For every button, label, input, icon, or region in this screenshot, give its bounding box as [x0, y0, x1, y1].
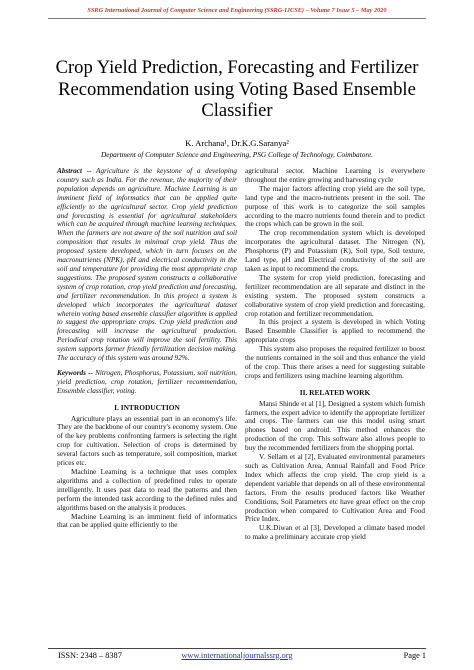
affiliation: Department of Computer Science and Engineering, PSG College of Technology, Coimbatore. [100, 150, 374, 159]
keywords [57, 369, 237, 396]
section-heading-introduction: I. INTRODUCTION [114, 402, 180, 412]
keywords-label: Keywords -- [57, 368, 93, 377]
right-column [245, 167, 425, 542]
body-paragraph: This system also proposes the required fertilizer to boost the nutrients contained in the soil and thus enhance the yield of the crop. Thus there arises a need for suggesting suitable crops and fertilizers using machine learning algorithm. [245, 345, 425, 380]
footer-rule [48, 648, 426, 649]
abstract-label: Abstract -- [57, 167, 92, 175]
intro-paragraph: Agriculture plays an essential part in an economy's life. They are the backbone of our country's economy system. One of the key problems confronting farmers is selecting the right crop for cultivation. Selection of crops is determined by several factors such as temperature, soil composition, market prices etc. [57, 414, 237, 468]
related-work-paragraph: U.K.Diwan et al [3], Developed a climate based model to make a preliminary accurate crop yield [245, 524, 425, 542]
issn: ISSN: 2348 – 8387 [58, 651, 122, 660]
body-paragraph: agricultural sector. Machine Learning is everywhere throughout the entire growing and harvesting cycle [245, 167, 425, 184]
related-work-paragraph: Mansi Shinde et al [1], Designed a system which furnish farmers, the expert advice to identify the appropriate fertilizer and crops. The farmers can use this model using smart phones based on android. This method enhances the production of the crop. This software also allows people to buy the recommended fertilizers from the shopping portal. [245, 399, 425, 453]
left-column [57, 167, 237, 530]
body-paragraph: In this project a system is developed in which Voting Based Ensemble Classifier is applied to recommend the appropriate crops [245, 318, 425, 345]
page-footer [48, 651, 426, 663]
intro-paragraph: Machine Learning is a technique that uses complex algorithms and a collection of predefined rules to operate intelligently. It uses past data to read the patterns and then perform the intended task according to the defined rules and algorithms based on the analysis it produces. [57, 468, 237, 512]
journal-url-link[interactable]: www.internationaljournalssrg.org [181, 651, 293, 660]
keywords-text: Nitrogen, Phosphorus, Potassium, soil nutrition, yield prediction, crop rotation, fertilizer recommendation, Ensemble classifier, voting. [57, 368, 237, 395]
body-paragraph: The crop recommendation system which is developed incorporates the agricultural dataset. The Nitrogen (N), Phosphorus (P) and Potassium (K), Soil type, Soil texture, Land type, pH and Electrical conductivity of the soil are taken as input to recommend the crops. [245, 229, 425, 273]
related-work-paragraph: V. Sellam et al [2], Evaluated environmental parameters such as Cultivation Area, Annual Rainfall and Food Price Index which affects the crop yield. The crop yield is a dependent variable that depends on all of these environmental factors. From the results produced factors like Weather Conditions, Soil Parameters etc have great effect on the crop production when compared to Cultivation Area and Food Price Index. [245, 453, 425, 524]
journal-header: SSRG International Journal of Computer Science and Engineering (SSRG-IJCSE) – Volume 7 Issue 5 – May 2020 [87, 7, 387, 14]
body-paragraph: The major factors affecting crop yield are the soil type, land type and the macro-nutrients present in the soil. The purpose of this work is to categorize the soil samples according to the macro nutrients found therein and to predict the crops which can be grown in the soil. [245, 184, 425, 229]
page-number: Page 1 [403, 651, 426, 660]
intro-paragraph: Machine Learning is an imminent field of informatics that can be applied quite efficiently to the [57, 512, 237, 530]
abstract-text: Agriculture is the keystone of a developing country such as India. For the revenue, the majority of their population depends on agriculture. Machine Learning is an imminent field of informatics that can be applied quite efficiently to the agricultural sector. Crop yield prediction and forecasting is essential for agricultural stakeholders which can be acquired through machine learning techniques. When the farmers are not aware of the soil nutrition and soil composition that results in minimal crop yield. Thus the proposed system developed, which in turn focuses on the macronutrients (NPK), pH and electrical conductivity in the soil and temperature for providing the most appropriate crop suggestions. The proposed system constructs a collaborative system of crop rotation, crop yield prediction and forecasting, and fertilizer recommendation. In this project a system is developed which incorporates the agricultural dataset wherein voting based ensemble classifier algorithm is applied to suggest the appropriate crops. Crop yield prediction and forecasting will increase the agricultural production. Periodical crop rotation will improve the soil fertility. This system supports farmer friendly fertilization decision making. The accuracy of this system was around 92%. [57, 167, 237, 363]
header-rule [48, 18, 426, 19]
authors: K. Archana¹, Dr.K.G.Saranya² [185, 138, 289, 148]
section-heading-related-work: II. RELATED WORK [299, 387, 371, 397]
body-paragraph: The system for crop yield prediction, forecasting and fertilizer recommendation are all separate and distinct in the existing system. The proposed system constructs a collaborative system of crop yield prediction and forecasting, crop rotation and fertilizer recommendation. [245, 273, 425, 318]
paper-title: Crop Yield Prediction, Forecasting and Fertilizer Recommendation using Voting Based Ensemble Classifier [55, 57, 419, 121]
abstract [57, 167, 237, 363]
